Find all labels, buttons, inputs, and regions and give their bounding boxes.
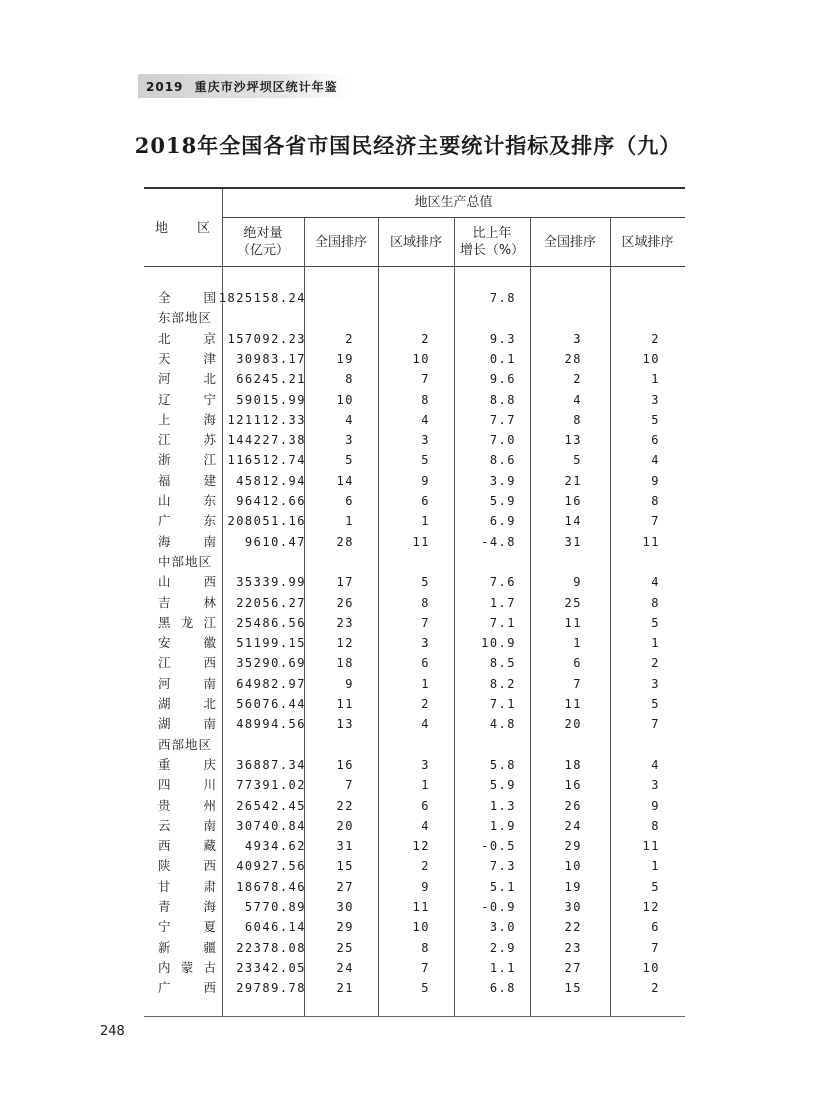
- table-row: [144, 593, 685, 613]
- gdp-absolute-value: 77391.02: [236, 778, 306, 793]
- growth-regional-rank-value: 9: [651, 798, 660, 813]
- growth-national-rank-value: 31: [564, 534, 582, 549]
- group-row: [144, 308, 685, 328]
- regional-rank-value: 11: [412, 900, 430, 914]
- national-rank-value: 16: [336, 757, 354, 772]
- region-name: 全 国: [158, 290, 216, 305]
- national-rank-value: 18: [336, 656, 354, 671]
- national-rank-value: 29: [336, 920, 354, 935]
- regional-rank-value: 2: [421, 859, 430, 874]
- table-row: [144, 796, 685, 816]
- regional-rank-value: 6: [421, 494, 430, 508]
- table-bottom-rule: [144, 1016, 685, 1017]
- region-name: 山 东: [158, 493, 216, 508]
- growth-rate-value: 3.0: [489, 920, 516, 935]
- gdp-group-header: 地区生产总值: [414, 195, 493, 210]
- region-name: 甘 肃: [158, 878, 216, 894]
- regional-rank-value: 5: [421, 453, 430, 468]
- regional-rank-value: 4: [421, 717, 430, 732]
- growth-regional-rank-value: 8: [651, 494, 660, 508]
- region-name: 河 北: [158, 371, 216, 387]
- growth-regional-rank-value: 6: [651, 920, 660, 935]
- gdp-absolute-value: 208051.16: [227, 514, 306, 529]
- growth-regional-rank-value: 12: [642, 900, 660, 914]
- group-label: 西部地区: [158, 736, 213, 752]
- growth-rate-value: 7.8: [489, 291, 516, 305]
- growth-national-rank-value: 22: [564, 920, 582, 935]
- region-name: 天 津: [158, 350, 216, 366]
- regional-rank-value: 3: [421, 433, 430, 448]
- growth-national-rank-value: 4: [573, 392, 582, 407]
- growth-regional-rank-value: 4: [651, 757, 660, 772]
- growth-regional-rank-value: 2: [651, 656, 660, 671]
- gdp-absolute-value: 22378.08: [236, 940, 306, 955]
- growth-regional-rank-value: 4: [651, 575, 660, 590]
- region-name: 吉 林: [158, 594, 216, 610]
- growth-national-rank-value: 15: [564, 981, 582, 996]
- growth-rate-value: 2.9: [489, 940, 516, 955]
- growth-national-rank-value: 7: [573, 676, 582, 691]
- gdp-absolute-value: 40927.56: [236, 859, 306, 874]
- region-name: 青 海: [158, 899, 216, 914]
- regional-rank-value: 9: [421, 879, 430, 894]
- regional-rank-value: 5: [421, 981, 430, 996]
- regional-rank-value: 7: [421, 372, 430, 387]
- growth-regional-rank-value: 11: [642, 534, 660, 549]
- growth-regional-rank-value: 1: [651, 859, 660, 874]
- growth-rate-value: 8.2: [489, 676, 516, 691]
- growth-rate-value: 7.1: [489, 697, 516, 711]
- region-name: 河 南: [158, 675, 216, 691]
- growth-national-rank-value: 5: [573, 453, 582, 468]
- growth-rate-value: 7.1: [489, 615, 516, 630]
- table-row: [144, 714, 685, 734]
- national-rank-value: 23: [336, 615, 354, 630]
- regional-rank2-header: 区域排序: [621, 235, 674, 250]
- gdp-absolute-value: 36887.34: [236, 757, 306, 772]
- growth-rate-value: 4.8: [489, 717, 516, 732]
- growth-rate-value: 1.7: [489, 595, 516, 610]
- national-rank2-header: 全国排序: [543, 235, 596, 250]
- growth-national-rank-value: 30: [564, 900, 582, 914]
- growth-national-rank-value: 13: [564, 433, 582, 448]
- national-rank-value: 17: [336, 575, 354, 590]
- national-rank-value: 22: [336, 798, 354, 813]
- table-row: [144, 938, 685, 958]
- growth-national-rank-value: 24: [564, 818, 582, 833]
- growth-national-rank-value: 26: [564, 798, 582, 813]
- regional-rank-value: 7: [421, 615, 430, 630]
- header-bottom-rule: [144, 266, 685, 267]
- national-rank-value: 15: [336, 859, 354, 874]
- growth-rate-value: -0.5: [481, 839, 516, 854]
- growth-national-rank-value: 29: [564, 839, 582, 854]
- table-row: [144, 430, 685, 450]
- regional-rank-value: 11: [412, 534, 430, 549]
- table-row: [144, 511, 685, 531]
- regional-rank-value: 7: [421, 960, 430, 975]
- group-row: [144, 552, 685, 572]
- growth-regional-rank-value: 7: [651, 940, 660, 955]
- region-name: 内 蒙 古: [158, 959, 216, 975]
- region-name: 黑 龙 江: [158, 614, 216, 630]
- regional-rank-value: 8: [421, 595, 430, 610]
- table-top-rule: [144, 187, 685, 189]
- page-number: 248: [100, 1024, 125, 1039]
- growth-regional-rank-value: 7: [651, 514, 660, 529]
- growth-rate-value: 9.3: [489, 331, 516, 346]
- regional-rank-value: 2: [421, 331, 430, 346]
- growth-national-rank-value: 10: [564, 859, 582, 874]
- growth-rate-value: 5.9: [489, 494, 516, 508]
- region-name: 海 南: [158, 533, 216, 549]
- region-name: 山 西: [158, 574, 216, 590]
- national-rank-value: 13: [336, 717, 354, 732]
- group-row: [144, 735, 685, 755]
- growth-regional-rank-value: 5: [651, 412, 660, 427]
- gdp-absolute-value: 6046.14: [244, 920, 306, 935]
- gdp-absolute-value: 5770.89: [244, 900, 306, 914]
- growth-rate-value: 1.9: [489, 818, 516, 833]
- growth-rate-value: 3.9: [489, 473, 516, 488]
- growth-regional-rank-value: 4: [651, 453, 660, 468]
- growth-national-rank-value: 11: [564, 615, 582, 630]
- table-row: [144, 897, 685, 917]
- growth-rate-value: 8.8: [489, 392, 516, 407]
- region-name: 广 西: [158, 980, 216, 996]
- table-row: [144, 390, 685, 410]
- national-rank-value: 2: [345, 331, 354, 346]
- gdp-absolute-value: 1825158.24: [218, 291, 306, 305]
- national-rank-value: 27: [336, 879, 354, 894]
- growth-rate-value: 7.0: [489, 433, 516, 448]
- gdp-absolute-value: 22056.27: [236, 595, 306, 610]
- growth-national-rank-value: 23: [564, 940, 582, 955]
- table-row: [144, 856, 685, 876]
- growth-rate-value: 10.9: [481, 636, 516, 651]
- growth-regional-rank-value: 1: [651, 636, 660, 651]
- gdp-absolute-value: 116512.74: [227, 453, 306, 468]
- growth-regional-rank-value: 8: [651, 818, 660, 833]
- table-row: [144, 836, 685, 856]
- region-name: 福 建: [158, 472, 216, 488]
- growth-rate-value: -4.8: [481, 534, 516, 549]
- region-name: 重 庆: [158, 756, 216, 772]
- gdp-absolute-value: 157092.23: [227, 331, 306, 346]
- table-row: [144, 349, 685, 369]
- table-row: [144, 410, 685, 430]
- gdp-absolute-value: 30740.84: [236, 818, 306, 833]
- growth-regional-rank-value: 3: [651, 778, 660, 793]
- regional-rank-value: 6: [421, 798, 430, 813]
- growth-national-rank-value: 16: [564, 778, 582, 793]
- growth-national-rank-value: 21: [564, 473, 582, 488]
- table-row: [144, 958, 685, 978]
- national-rank-value: 31: [336, 839, 354, 854]
- growth-regional-rank-value: 9: [651, 473, 660, 488]
- growth-rate-value: 6.9: [489, 514, 516, 529]
- national-rank-value: 20: [336, 818, 354, 833]
- regional-rank-value: 8: [421, 940, 430, 955]
- growth-national-rank-value: 28: [564, 351, 582, 366]
- regional-rank-value: 3: [421, 757, 430, 772]
- growth-regional-rank-value: 1: [651, 372, 660, 387]
- gdp-absolute-value: 35339.99: [236, 575, 306, 590]
- national-rank-value: 4: [345, 412, 354, 427]
- growth-rate-value: 7.7: [489, 412, 516, 427]
- growth-national-rank-value: 8: [573, 412, 582, 427]
- regional-rank-header: 区域排序: [389, 235, 442, 250]
- national-rank-value: 1: [345, 514, 354, 529]
- region-name: 辽 宁: [158, 391, 216, 407]
- running-header-year: 2019: [146, 80, 184, 94]
- region-name: 湖 南: [158, 716, 216, 732]
- regional-rank-value: 2: [421, 697, 430, 711]
- growth-national-rank-value: 16: [564, 494, 582, 508]
- running-header-book: 重庆市沙坪坝区统计年鉴: [194, 80, 338, 94]
- growth-rate-value: 8.6: [489, 453, 516, 468]
- national-rank-value: 28: [336, 534, 354, 549]
- national-rank-header: 全国排序: [314, 235, 367, 250]
- growth-regional-rank-value: 5: [651, 879, 660, 894]
- growth-regional-rank-value: 11: [642, 839, 660, 854]
- region-column-header: 地 区: [154, 221, 211, 236]
- table-row: [144, 674, 685, 694]
- table-row: [144, 775, 685, 795]
- region-name: 湖 北: [158, 696, 216, 711]
- growth-national-rank-value: 6: [573, 656, 582, 671]
- growth-regional-rank-value: 6: [651, 433, 660, 448]
- region-name: 西 藏: [158, 838, 216, 854]
- growth-regional-rank-value: 8: [651, 595, 660, 610]
- regional-rank-value: 4: [421, 412, 430, 427]
- growth-national-rank-value: 11: [564, 697, 582, 711]
- gdp-absolute-value: 25486.56: [236, 615, 306, 630]
- regional-rank-value: 1: [421, 514, 430, 529]
- gdp-absolute-value: 51199.15: [236, 636, 306, 651]
- regional-rank-value: 3: [421, 636, 430, 651]
- growth-national-rank-value: 19: [564, 879, 582, 894]
- national-rank-value: 7: [345, 778, 354, 793]
- national-rank-value: 8: [345, 372, 354, 387]
- table-row: [144, 450, 685, 470]
- growth-national-rank-value: 14: [564, 514, 582, 529]
- table-row: [144, 532, 685, 552]
- national-rank-value: 19: [336, 351, 354, 366]
- table-row: [144, 471, 685, 491]
- region-name: 安 徽: [158, 635, 216, 651]
- national-rank-value: 12: [336, 636, 354, 651]
- growth-regional-rank-value: 2: [651, 981, 660, 996]
- growth-regional-rank-value: 2: [651, 331, 660, 346]
- group-label: 东部地区: [158, 310, 213, 326]
- national-rank-value: 11: [336, 697, 354, 711]
- table-row: [144, 491, 685, 511]
- table-row: [144, 572, 685, 592]
- growth-rate-value: 1.3: [489, 798, 516, 813]
- growth-regional-rank-value: 5: [651, 615, 660, 630]
- growth-rate-value: 8.5: [489, 656, 516, 671]
- gdp-absolute-value: 66245.21: [236, 372, 306, 387]
- table-row: [144, 613, 685, 633]
- growth-rate-value: 5.9: [489, 778, 516, 793]
- regional-rank-value: 1: [421, 778, 430, 793]
- gdp-absolute-value: 45812.94: [236, 473, 306, 488]
- gdp-absolute-value: 29789.78: [236, 981, 306, 996]
- gdp-absolute-value: 96412.66: [236, 494, 306, 508]
- regional-rank-value: 12: [412, 839, 430, 854]
- gdp-absolute-value: 144227.38: [227, 433, 306, 448]
- table-row: [144, 917, 685, 937]
- gdp-absolute-value: 30983.17: [236, 351, 306, 366]
- gdp-absolute-value: 4934.62: [244, 839, 306, 854]
- region-name: 江 西: [158, 655, 216, 671]
- growth-national-rank-value: 2: [573, 372, 582, 387]
- growth-header-line1: 比上年: [472, 226, 512, 241]
- growth-national-rank-value: 1: [573, 636, 582, 651]
- gdp-absolute-value: 56076.44: [236, 697, 306, 711]
- region-name: 四 川: [158, 777, 216, 793]
- region-name: 贵 州: [158, 797, 216, 813]
- region-name: 云 南: [158, 817, 216, 833]
- gdp-absolute-value: 35290.69: [236, 656, 306, 671]
- growth-national-rank-value: 18: [564, 757, 582, 772]
- growth-rate-value: 6.8: [489, 981, 516, 996]
- region-name: 宁 夏: [158, 919, 216, 935]
- table-row: [144, 288, 685, 308]
- region-name: 新 疆: [158, 939, 216, 955]
- regional-rank-value: 10: [412, 351, 430, 366]
- regional-rank-value: 9: [421, 473, 430, 488]
- table-row: [144, 653, 685, 673]
- national-rank-value: 5: [345, 453, 354, 468]
- national-rank-value: 3: [345, 433, 354, 448]
- table-row: [144, 694, 685, 714]
- growth-national-rank-value: 25: [564, 595, 582, 610]
- region-name: 广 东: [158, 513, 216, 529]
- growth-regional-rank-value: 10: [642, 960, 660, 975]
- gdp-absolute-value: 9610.47: [244, 534, 306, 549]
- growth-national-rank-value: 3: [573, 331, 582, 346]
- growth-national-rank-value: 9: [573, 575, 582, 590]
- regional-rank-value: 1: [421, 676, 430, 691]
- table-row: [144, 755, 685, 775]
- growth-regional-rank-value: 5: [651, 697, 660, 711]
- table-row: [144, 633, 685, 653]
- growth-national-rank-value: 20: [564, 717, 582, 732]
- growth-rate-value: 0.1: [489, 351, 516, 366]
- growth-rate-value: 1.1: [489, 960, 516, 975]
- national-rank-value: 24: [336, 960, 354, 975]
- gdp-absolute-value: 23342.05: [236, 960, 306, 975]
- national-rank-value: 26: [336, 595, 354, 610]
- growth-regional-rank-value: 7: [651, 717, 660, 732]
- growth-regional-rank-value: 3: [651, 392, 660, 407]
- growth-rate-value: 5.1: [489, 879, 516, 894]
- growth-regional-rank-value: 10: [642, 351, 660, 366]
- regional-rank-value: 4: [421, 818, 430, 833]
- national-rank-value: 25: [336, 940, 354, 955]
- region-name: 浙 江: [158, 452, 216, 468]
- growth-rate-value: 7.6: [489, 575, 516, 590]
- gdp-absolute-value: 121112.33: [227, 412, 306, 427]
- table-row: [144, 978, 685, 998]
- regional-rank-value: 5: [421, 575, 430, 590]
- page-title: 2018年全国各省市国民经济主要统计指标及排序（九）: [134, 133, 682, 158]
- region-name: 北 京: [158, 330, 216, 346]
- regional-rank-value: 6: [421, 656, 430, 671]
- region-name: 上 海: [158, 411, 216, 427]
- national-rank-value: 6: [345, 494, 354, 508]
- growth-national-rank-value: 27: [564, 960, 582, 975]
- table-row: [144, 369, 685, 389]
- gdp-absolute-value: 59015.99: [236, 392, 306, 407]
- gdp-absolute-value: 64982.97: [236, 676, 306, 691]
- group-label: 中部地区: [158, 553, 213, 569]
- table-row: [144, 329, 685, 349]
- abs-header-line2: （亿元）: [236, 243, 289, 258]
- national-rank-value: 30: [336, 900, 354, 914]
- growth-header-line2: 增长（%）: [459, 243, 525, 258]
- gdp-absolute-value: 48994.56: [236, 717, 306, 732]
- national-rank-value: 14: [336, 473, 354, 488]
- regional-rank-value: 8: [421, 392, 430, 407]
- growth-regional-rank-value: 3: [651, 676, 660, 691]
- national-rank-value: 10: [336, 392, 354, 407]
- region-name: 陕 西: [158, 858, 216, 874]
- growth-rate-value: 9.6: [489, 372, 516, 387]
- table-row: [144, 816, 685, 836]
- running-header: [146, 78, 338, 95]
- growth-rate-value: 5.8: [489, 757, 516, 772]
- table-row: [144, 877, 685, 897]
- abs-header-line1: 绝对量: [243, 226, 283, 241]
- regional-rank-value: 10: [412, 920, 430, 935]
- gdp-absolute-value: 26542.45: [236, 798, 306, 813]
- region-name: 江 苏: [158, 432, 216, 448]
- growth-rate-value: -0.9: [481, 900, 516, 914]
- gdp-absolute-value: 18678.46: [236, 879, 306, 894]
- growth-rate-value: 7.3: [489, 859, 516, 874]
- national-rank-value: 21: [336, 981, 354, 996]
- national-rank-value: 9: [345, 676, 354, 691]
